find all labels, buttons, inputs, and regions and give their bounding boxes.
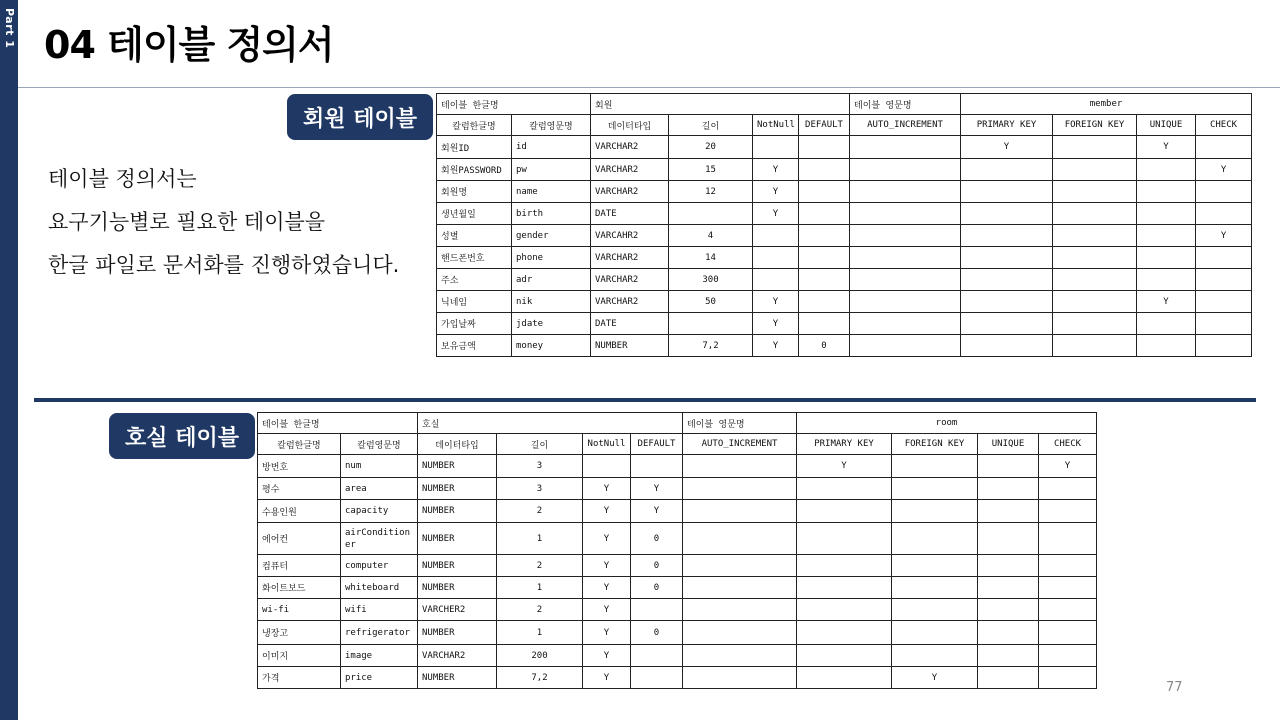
table-row <box>437 203 1252 225</box>
table-cell <box>1196 269 1252 291</box>
table-cell: 50 <box>669 291 753 313</box>
table-cell: NUMBER <box>418 478 497 500</box>
table-cell: VARCHAR2 <box>591 136 669 159</box>
table-cell <box>1053 291 1137 313</box>
table-cell: 2 <box>497 599 583 621</box>
table-cell <box>1039 599 1097 621</box>
table-row <box>258 455 1097 478</box>
table-cell: 성별 <box>437 225 512 247</box>
column-header: 길이 <box>669 115 753 136</box>
table-cell: nik <box>512 291 591 313</box>
table-cell <box>978 599 1039 621</box>
table-cell: DATE <box>591 313 669 335</box>
table-row <box>437 313 1252 335</box>
table-cell: NUMBER <box>418 577 497 599</box>
column-header: FOREIGN KEY <box>1053 115 1137 136</box>
table-cell <box>978 478 1039 500</box>
table-cell: Y <box>1196 225 1252 247</box>
table-cell: 냉장고 <box>258 621 341 645</box>
table-cell: Y <box>583 667 631 689</box>
table-cell <box>1039 621 1097 645</box>
table-cell <box>631 455 683 478</box>
table-cell: 닉네임 <box>437 291 512 313</box>
table-cell <box>683 500 797 523</box>
table-cell <box>797 621 892 645</box>
table-kr-name-label: 테이블 한글명 <box>437 94 591 115</box>
table-row <box>258 478 1097 500</box>
table-cell: 14 <box>669 247 753 269</box>
table-cell: pw <box>512 159 591 181</box>
description-line: 요구기능별로 필요한 테이블을 <box>48 210 326 234</box>
table-cell: 이미지 <box>258 645 341 667</box>
table-cell <box>797 645 892 667</box>
table-cell <box>1137 225 1196 247</box>
table-cell <box>1053 136 1137 159</box>
table-row <box>258 555 1097 577</box>
table-cell: area <box>341 478 418 500</box>
table-cell <box>753 136 799 159</box>
table-header-row <box>437 115 1252 136</box>
table-cell: birth <box>512 203 591 225</box>
table-cell <box>961 269 1053 291</box>
table-cell <box>1039 577 1097 599</box>
table-cell: gender <box>512 225 591 247</box>
table-cell <box>961 159 1053 181</box>
table-cell: Y <box>753 181 799 203</box>
table-cell: 200 <box>497 645 583 667</box>
table-en-name-label: 테이블 영문명 <box>683 413 797 434</box>
table-kr-name-value: 회원 <box>591 94 850 115</box>
table-row <box>258 500 1097 523</box>
table-cell: NUMBER <box>418 667 497 689</box>
table-cell <box>1137 203 1196 225</box>
table-cell <box>1053 269 1137 291</box>
table-cell: 회원ID <box>437 136 512 159</box>
table-cell: Y <box>583 478 631 500</box>
table-cell: NUMBER <box>418 621 497 645</box>
table-cell <box>799 181 850 203</box>
table-cell <box>799 159 850 181</box>
table-cell <box>797 555 892 577</box>
table-cell <box>1039 555 1097 577</box>
description <box>48 158 399 287</box>
table-cell <box>631 599 683 621</box>
table-cell <box>1039 500 1097 523</box>
column-header: CHECK <box>1039 434 1097 455</box>
table-cell <box>799 136 850 159</box>
table-cell <box>1137 313 1196 335</box>
table-cell: Y <box>583 523 631 555</box>
table-en-name-value: room <box>797 413 1097 434</box>
table-cell <box>850 247 961 269</box>
table-cell: 1 <box>497 523 583 555</box>
description-line: 한글 파일로 문서화를 진행하였습니다. <box>48 253 400 277</box>
table-cell: NUMBER <box>418 555 497 577</box>
table-cell <box>1137 247 1196 269</box>
table-cell <box>683 645 797 667</box>
table-cell: jdate <box>512 313 591 335</box>
table-en-name-value: member <box>961 94 1252 115</box>
table-cell <box>1137 269 1196 291</box>
table-cell: 300 <box>669 269 753 291</box>
table-cell: Y <box>583 555 631 577</box>
table-cell: 20 <box>669 136 753 159</box>
table-header-row <box>258 434 1097 455</box>
table-cell <box>961 291 1053 313</box>
table-cell: 1 <box>497 577 583 599</box>
table-cell <box>753 269 799 291</box>
table-cell: phone <box>512 247 591 269</box>
table-cell <box>850 203 961 225</box>
table-cell <box>1039 523 1097 555</box>
column-header: UNIQUE <box>978 434 1039 455</box>
table-cell <box>961 313 1053 335</box>
column-header: AUTO_INCREMENT <box>683 434 797 455</box>
room-table-tag: 호실 테이블 <box>109 413 255 459</box>
table-cell <box>892 577 978 599</box>
column-header: 데이터타입 <box>591 115 669 136</box>
table-cell: Y <box>753 159 799 181</box>
table-row <box>258 645 1097 667</box>
table-cell <box>961 335 1053 357</box>
table-cell <box>1053 181 1137 203</box>
table-meta-row <box>258 413 1097 434</box>
table-row <box>258 577 1097 599</box>
table-cell: VARCAHR2 <box>591 225 669 247</box>
table-cell: Y <box>753 313 799 335</box>
table-cell: 방번호 <box>258 455 341 478</box>
table-cell <box>1039 478 1097 500</box>
table-cell: price <box>341 667 418 689</box>
part-label: Part 1 <box>3 8 16 49</box>
table-cell <box>669 203 753 225</box>
title-divider <box>18 87 1280 88</box>
table-cell: NUMBER <box>418 455 497 478</box>
table-cell: 7,2 <box>497 667 583 689</box>
table-cell <box>850 313 961 335</box>
table-cell <box>799 313 850 335</box>
table-cell: Y <box>753 203 799 225</box>
column-header: 칼럼영문명 <box>341 434 418 455</box>
table-row <box>258 523 1097 555</box>
table-cell: 평수 <box>258 478 341 500</box>
table-cell <box>631 645 683 667</box>
column-header: 데이터타입 <box>418 434 497 455</box>
table-cell <box>1137 159 1196 181</box>
table-cell <box>797 500 892 523</box>
table-cell <box>892 500 978 523</box>
table-cell: Y <box>1039 455 1097 478</box>
table-cell: Y <box>1137 136 1196 159</box>
table-cell: wi-fi <box>258 599 341 621</box>
table-cell: Y <box>583 500 631 523</box>
table-row <box>258 667 1097 689</box>
table-cell: Y <box>1137 291 1196 313</box>
table-cell: id <box>512 136 591 159</box>
table-cell <box>1137 181 1196 203</box>
table-kr-name-label: 테이블 한글명 <box>258 413 418 434</box>
table-cell: money <box>512 335 591 357</box>
table-cell <box>850 181 961 203</box>
table-cell <box>1053 247 1137 269</box>
table-cell <box>1053 313 1137 335</box>
table-cell <box>799 291 850 313</box>
table-cell <box>1196 313 1252 335</box>
table-cell: 15 <box>669 159 753 181</box>
table-cell: 생년월일 <box>437 203 512 225</box>
table-cell <box>1196 203 1252 225</box>
table-cell: 가격 <box>258 667 341 689</box>
table-cell: Y <box>631 478 683 500</box>
page-number: 77 <box>1166 680 1183 695</box>
table-cell <box>850 291 961 313</box>
column-header: 칼럼한글명 <box>258 434 341 455</box>
table-cell: 화이트보드 <box>258 577 341 599</box>
table-cell <box>978 621 1039 645</box>
table-cell <box>892 478 978 500</box>
table-cell: 0 <box>631 523 683 555</box>
table-cell: 2 <box>497 555 583 577</box>
member-table-tag: 회원 테이블 <box>287 94 433 140</box>
table-cell: VARCHAR2 <box>591 247 669 269</box>
column-header: CHECK <box>1196 115 1252 136</box>
table-cell: 0 <box>631 577 683 599</box>
table-cell: Y <box>753 335 799 357</box>
table-cell <box>961 225 1053 247</box>
table-cell: airConditioner <box>341 523 418 555</box>
table-cell <box>799 225 850 247</box>
side-bar <box>0 0 18 720</box>
table-cell <box>850 335 961 357</box>
table-cell: NUMBER <box>418 523 497 555</box>
table-cell: 12 <box>669 181 753 203</box>
table-row <box>437 291 1252 313</box>
section-divider <box>34 398 1256 402</box>
table-row <box>437 247 1252 269</box>
table-cell <box>961 203 1053 225</box>
table-cell <box>978 667 1039 689</box>
table-cell: Y <box>631 500 683 523</box>
table-cell <box>978 555 1039 577</box>
table-cell: Y <box>753 291 799 313</box>
table-cell: Y <box>583 577 631 599</box>
table-cell: 보유금액 <box>437 335 512 357</box>
table-cell: VARCHAR2 <box>591 269 669 291</box>
table-cell <box>978 500 1039 523</box>
table-cell: 수용인원 <box>258 500 341 523</box>
table-cell <box>797 577 892 599</box>
description-line: 테이블 정의서는 <box>48 167 197 191</box>
table-cell <box>1053 335 1137 357</box>
table-cell: NUMBER <box>418 500 497 523</box>
table-cell <box>683 523 797 555</box>
table-cell: NUMBER <box>591 335 669 357</box>
table-row <box>437 335 1252 357</box>
table-cell <box>683 621 797 645</box>
table-cell <box>892 555 978 577</box>
page-title: 04 테이블 정의서 <box>44 23 334 67</box>
table-cell <box>1137 335 1196 357</box>
table-cell: 에어컨 <box>258 523 341 555</box>
table-cell: 0 <box>631 555 683 577</box>
table-cell: VARCHAR2 <box>591 291 669 313</box>
table-cell: wifi <box>341 599 418 621</box>
table-cell: 7,2 <box>669 335 753 357</box>
column-header: AUTO_INCREMENT <box>850 115 961 136</box>
column-header: 칼럼한글명 <box>437 115 512 136</box>
table-cell: 컴퓨터 <box>258 555 341 577</box>
column-header: DEFAULT <box>799 115 850 136</box>
table-cell: 0 <box>631 621 683 645</box>
table-cell <box>683 555 797 577</box>
table-cell: Y <box>892 667 978 689</box>
table-cell <box>583 455 631 478</box>
table-meta-row <box>437 94 1252 115</box>
table-cell <box>799 247 850 269</box>
table-cell: VARCHER2 <box>418 599 497 621</box>
table-cell <box>1196 136 1252 159</box>
column-header: FOREIGN KEY <box>892 434 978 455</box>
column-header: PRIMARY KEY <box>961 115 1053 136</box>
table-cell: image <box>341 645 418 667</box>
room-table <box>257 412 1097 689</box>
table-row <box>258 621 1097 645</box>
member-table <box>436 93 1252 357</box>
table-cell <box>1196 181 1252 203</box>
table-cell: whiteboard <box>341 577 418 599</box>
table-cell <box>892 523 978 555</box>
table-cell <box>1039 645 1097 667</box>
table-cell <box>799 269 850 291</box>
table-cell: 0 <box>799 335 850 357</box>
table-cell <box>631 667 683 689</box>
table-cell <box>753 225 799 247</box>
table-cell: 핸드폰번호 <box>437 247 512 269</box>
column-header: NotNull <box>583 434 631 455</box>
table-row <box>437 225 1252 247</box>
table-cell: name <box>512 181 591 203</box>
table-row <box>258 599 1097 621</box>
table-cell: 가입날짜 <box>437 313 512 335</box>
table-cell: 4 <box>669 225 753 247</box>
table-cell <box>1053 203 1137 225</box>
table-cell <box>892 645 978 667</box>
table-cell <box>753 247 799 269</box>
table-cell <box>683 455 797 478</box>
table-cell: DATE <box>591 203 669 225</box>
table-cell <box>797 523 892 555</box>
table-cell: Y <box>583 621 631 645</box>
table-cell <box>1053 225 1137 247</box>
table-row <box>437 136 1252 159</box>
table-cell: capacity <box>341 500 418 523</box>
table-cell <box>978 455 1039 478</box>
table-cell <box>1196 291 1252 313</box>
table-cell <box>961 181 1053 203</box>
table-cell <box>850 225 961 247</box>
column-header: 길이 <box>497 434 583 455</box>
table-cell <box>892 621 978 645</box>
table-row <box>437 269 1252 291</box>
table-cell: 2 <box>497 500 583 523</box>
table-cell <box>961 247 1053 269</box>
table-cell: VARCHAR2 <box>418 645 497 667</box>
table-cell: Y <box>1196 159 1252 181</box>
table-cell <box>978 523 1039 555</box>
table-cell <box>683 599 797 621</box>
table-cell: VARCHAR2 <box>591 181 669 203</box>
table-row <box>437 181 1252 203</box>
table-cell: Y <box>583 645 631 667</box>
table-cell <box>683 667 797 689</box>
table-cell <box>797 478 892 500</box>
table-cell <box>683 577 797 599</box>
table-cell <box>1053 159 1137 181</box>
table-cell: 3 <box>497 478 583 500</box>
table-cell <box>1196 335 1252 357</box>
table-cell <box>850 159 961 181</box>
table-cell: 주소 <box>437 269 512 291</box>
table-cell <box>797 599 892 621</box>
table-cell: Y <box>797 455 892 478</box>
table-cell <box>850 136 961 159</box>
table-cell: 회원명 <box>437 181 512 203</box>
table-cell: VARCHAR2 <box>591 159 669 181</box>
table-cell: Y <box>583 599 631 621</box>
table-row <box>437 159 1252 181</box>
column-header: NotNull <box>753 115 799 136</box>
table-en-name-label: 테이블 영문명 <box>850 94 961 115</box>
table-cell <box>892 455 978 478</box>
table-cell: refrigerator <box>341 621 418 645</box>
column-header: 칼럼영문명 <box>512 115 591 136</box>
table-cell <box>797 667 892 689</box>
table-cell: num <box>341 455 418 478</box>
column-header: PRIMARY KEY <box>797 434 892 455</box>
table-cell <box>799 203 850 225</box>
table-cell <box>1196 247 1252 269</box>
table-cell <box>1039 667 1097 689</box>
table-cell: adr <box>512 269 591 291</box>
table-cell <box>978 577 1039 599</box>
table-cell <box>683 478 797 500</box>
table-cell: Y <box>961 136 1053 159</box>
table-cell: computer <box>341 555 418 577</box>
table-cell: 회원PASSWORD <box>437 159 512 181</box>
column-header: UNIQUE <box>1137 115 1196 136</box>
table-cell <box>850 269 961 291</box>
table-cell: 3 <box>497 455 583 478</box>
column-header: DEFAULT <box>631 434 683 455</box>
table-cell <box>669 313 753 335</box>
table-cell <box>892 599 978 621</box>
table-kr-name-value: 호실 <box>418 413 683 434</box>
table-cell: 1 <box>497 621 583 645</box>
table-cell <box>978 645 1039 667</box>
